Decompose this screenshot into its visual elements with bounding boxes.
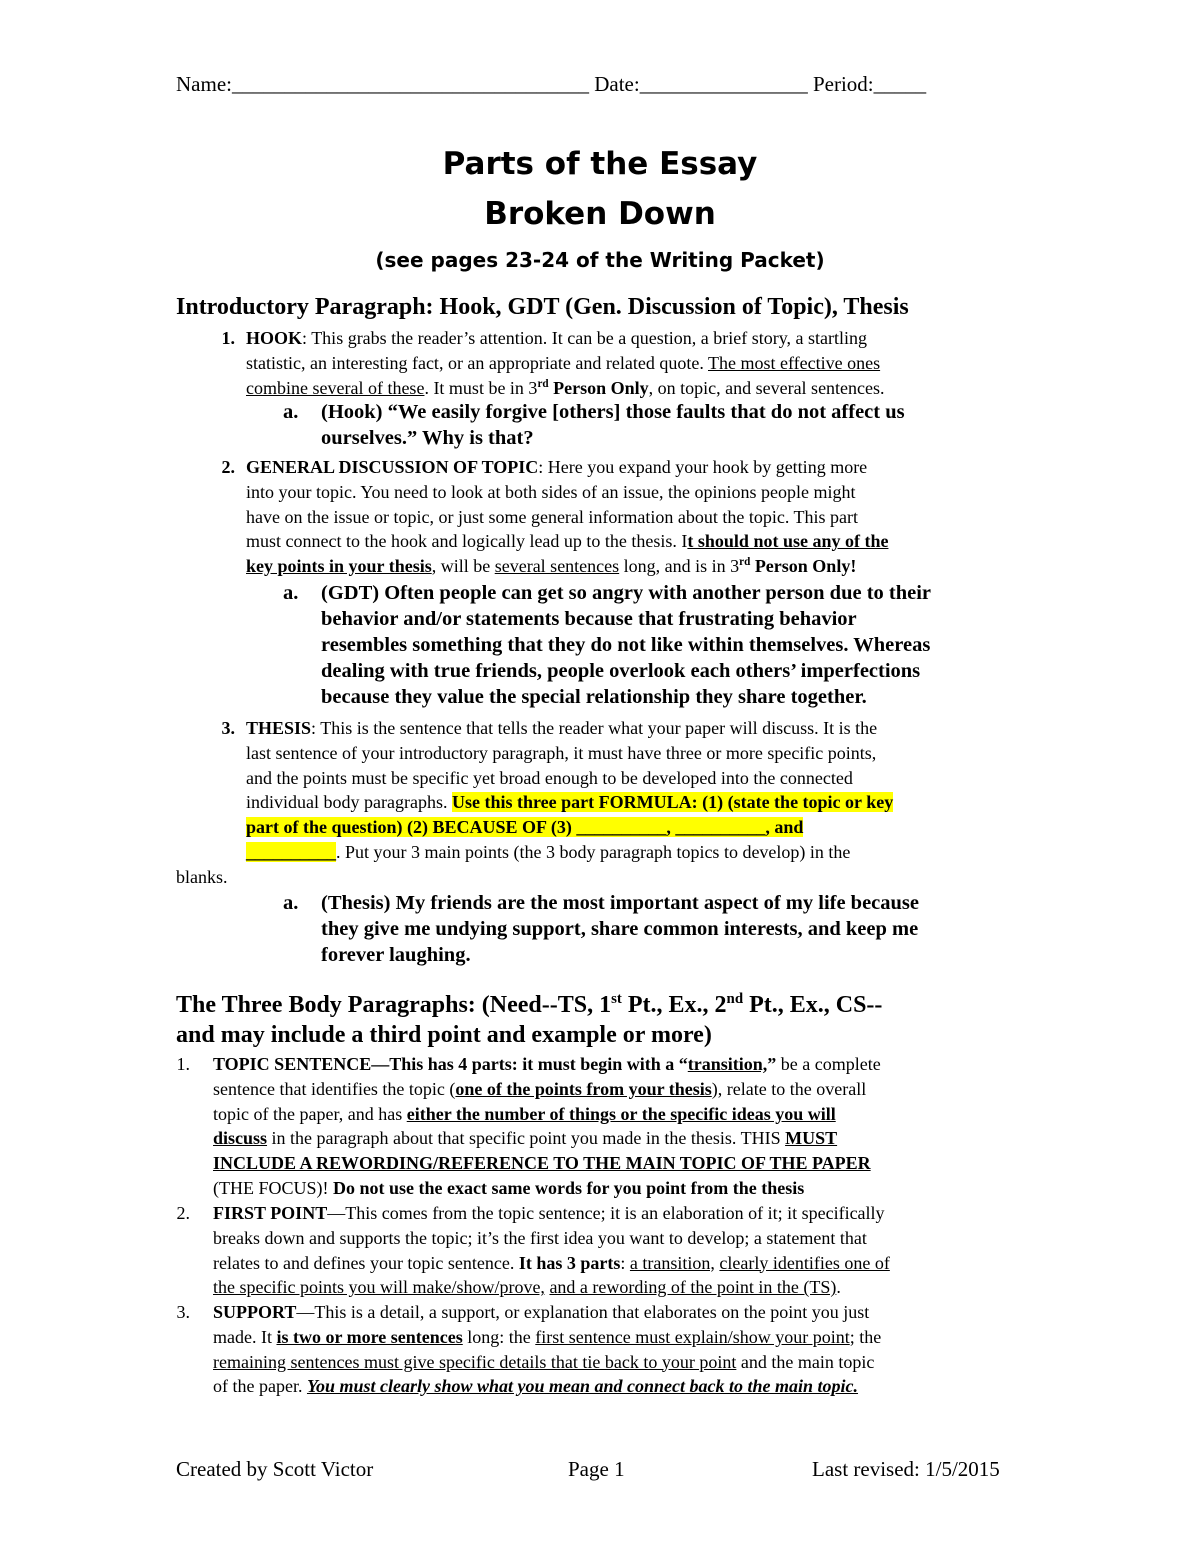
fp-text: —This comes from the topic sentence; it is an elaboration of it; it specifically [327,1203,885,1223]
fp-bold-text: It has 3 parts [518,1252,621,1273]
name-blank: __________________________________ [231,72,589,96]
gdt-text: into your topic. You need to look at both sides of an issue, the opinions people might [246,481,856,502]
hook-underlined-text: The most effective ones [708,352,881,373]
thesis-text: . Put your 3 main points (the 3 body paragraph topics to develop) in the [336,841,851,862]
thesis-text: blanks. [176,866,228,887]
fp-text: relates to and defines your topic sentence. [213,1252,519,1273]
gdt-number: 2. [221,457,235,477]
ts-text: ), relate to the overall [711,1078,867,1099]
ts-number: 1. [176,1054,190,1074]
support-text: and the main topic [736,1351,875,1372]
support-text: of the paper. [213,1376,307,1397]
ts-bold-underlined-text: either the number of things or the specific ideas you will [406,1103,836,1124]
example-text: behavior and/or statements because that frustrating behavior [321,608,857,630]
ts-text: sentence that identifies the topic ( [213,1078,456,1099]
fp-text: : [620,1252,630,1273]
heading-text: Pt., Ex., CS-- [743,992,883,1018]
hook-bold-text: Person Only [548,377,649,398]
fp-underlined-text: and a rewording of the point in the (TS) [549,1277,837,1298]
support-underlined-text: first sentence must explain/show your point [535,1326,850,1347]
fp-text: . [836,1277,841,1298]
support-text: ; the [849,1326,882,1347]
gdt-bold-underlined-text: key points in your thesis [246,556,432,577]
ts-text: in the paragraph about that specific point you made in the thesis. THIS [267,1128,786,1149]
example-text: forever laughing. [321,944,471,966]
support-underlined-text: remaining sentences must give specific details that tie back to your point [213,1351,737,1372]
heading-text: Pt., Ex., 2 [621,992,727,1018]
hook-number: 1. [221,328,235,348]
body-heading-line-1 [176,992,882,1019]
title-subtitle: (see pages 23-24 of the Writing Packet) [375,248,825,272]
thesis-text: and the points must be specific yet broad enough to be developed into the connected [246,767,853,788]
thesis-formula-highlight: part of the question) (2) BECAUSE OF (3) __________, __________, and [246,817,804,838]
gdt-underlined-text: several sentences [494,556,620,577]
name-label: Name: [176,72,232,96]
example-text: (Hook) “We easily forgive [others] those faults that do not affect us [321,401,905,423]
ts-text: topic of the paper, and has [213,1103,407,1124]
footer-page-number: Page 1 [568,1457,625,1481]
ts-text: be a complete [776,1054,881,1074]
thesis-text: individual body paragraphs. [246,792,452,813]
date-blank: ________________ [639,72,808,96]
gdt-text: have on the issue or topic, or just some general information about the topic. This part [246,506,859,527]
ts-bold-text: ” [767,1054,777,1074]
fp-underlined-text: clearly identifies one of [719,1252,890,1273]
footer-revision-date: Last revised: 1/5/2015 [812,1457,1000,1481]
date-label: Date: [594,72,640,96]
fp-text: breaks down and supports the topic; it’s the first idea you want to develop; a statement that [213,1227,867,1248]
hook-text: . It must be in 3 [424,377,538,398]
gdt-bold-text: Person Only! [750,556,857,577]
gdt-term: GENERAL DISCUSSION OF TOPIC [246,457,539,477]
ts-bold-underlined-text: discuss [213,1128,268,1149]
period-blank: _____ [873,72,927,96]
fp-number: 2. [176,1203,190,1223]
hook-text: , on topic, and several sentences. [648,377,885,398]
footer-author: Created by Scott Victor [176,1457,374,1481]
support-text: —This is a detail, a support, or explanation that elaborates on the point you just [296,1302,870,1322]
example-label: a. [283,401,299,423]
example-text: ourselves.” Why is that? [321,427,534,449]
support-text: long: the [462,1326,536,1347]
ts-bold-text: Do not use the exact same words for you point from the thesis [333,1177,805,1198]
fp-term: FIRST POINT [213,1203,328,1223]
hook-term: HOOK [246,328,303,348]
ts-bold-text: TOPIC SENTENCE—This has 4 parts: it must begin with a “ [213,1054,688,1074]
thesis-term: THESIS [246,718,312,738]
example-text: dealing with true friends, people overlook each others’ imperfections [321,660,921,682]
thesis-text: : This is the sentence that tells the reader what your paper will discuss. It is the [311,718,878,738]
gdt-text: : Here you expand your hook by getting more [538,457,868,477]
example-label: a. [283,582,299,604]
example-label: a. [283,892,299,914]
thesis-text: last sentence of your introductory paragraph, it must have three or more specific points, [246,742,877,763]
gdt-text: must connect to the hook and logically lead up to the thesis. I [246,531,688,552]
thesis-formula-highlight: __________ [246,841,336,862]
example-text: (Thesis) My friends are the most important aspect of my life because [321,892,920,914]
fp-underlined-text: the specific points you will make/show/prove, [213,1277,545,1298]
support-bold-underlined-text: is two or more sentences [276,1326,463,1347]
ts-text: (THE FOCUS)! [213,1177,333,1198]
example-text: they give me undying support, share common interests, and keep me [321,918,919,940]
intro-heading: Introductory Paragraph: Hook, GDT (Gen. Discussion of Topic), Thesis [176,294,909,320]
superscript: rd [537,377,549,390]
example-text: resembles something that they do not like within themselves. Whereas [321,634,931,656]
title-line-1: Parts of the Essay [442,146,758,182]
example-text: (GDT) Often people can get so angry with another person due to their [321,582,932,604]
superscript: rd [739,556,751,569]
superscript: nd [726,991,744,1007]
example-text: because they value the special relationship they share together. [321,686,867,708]
name-date-period-header [176,72,926,97]
ts-bold-underlined-text: INCLUDE A REWORDING/REFERENCE TO THE MAIN TOPIC OF THE PAPER [213,1153,871,1174]
support-number: 3. [176,1302,190,1322]
fp-underlined-text: a transition, [629,1252,715,1273]
support-text: made. It [213,1326,277,1347]
title-line-2: Broken Down [484,196,716,232]
ts-bold-underlined-text: transition, [687,1054,768,1074]
support-emphasis-text: You must clearly show what you mean and connect back to the main topic. [306,1376,859,1397]
body-heading-line-2: and may include a third point and example or more) [176,1022,712,1048]
period-label: Period: [812,72,874,96]
gdt-bold-underlined-text: t should not use any of the [687,531,889,552]
gdt-text: , will be [431,556,495,577]
ts-bold-underlined-text: MUST [785,1128,838,1149]
hook-text: : This grabs the reader’s attention. It can be a question, a brief story, a startling [302,328,868,348]
thesis-number: 3. [221,718,235,738]
support-term: SUPPORT [213,1302,297,1322]
superscript: st [611,991,622,1007]
gdt-text: long, and is in 3 [619,556,740,577]
thesis-formula-highlight: Use this three part FORMULA: (1) (state the topic or key [451,792,894,813]
ts-bold-underlined-text: one of the points from your thesis [455,1078,712,1099]
hook-underlined-text: combine several of these [246,377,425,398]
heading-text: The Three Body Paragraphs: (Need--TS, 1 [176,992,612,1018]
hook-text: statistic, an interesting fact, or an appropriate and related quote. [246,352,708,373]
